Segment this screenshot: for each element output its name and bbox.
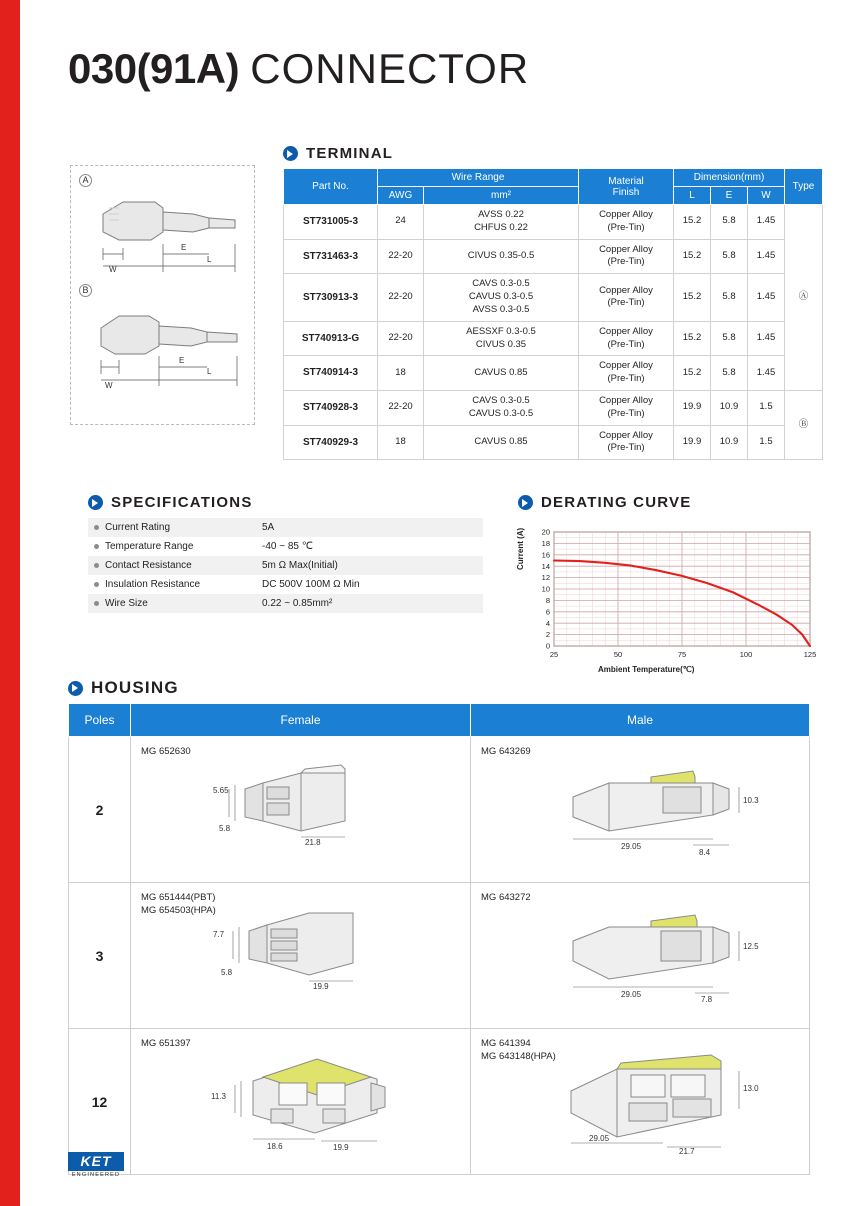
th-material-finish (579, 169, 674, 205)
arrow-bullet-icon (88, 495, 103, 510)
cell-l: 19.9 (674, 390, 711, 425)
svg-text:5.65: 5.65 (213, 786, 229, 795)
housing-male-partno: MG 641394 MG 643148(HPA) (481, 1038, 556, 1063)
cell-material: Copper Alloy (Pre-Tin) (579, 205, 674, 240)
spec-row (88, 537, 483, 556)
svg-text:10.3: 10.3 (743, 796, 759, 805)
arrow-bullet-icon (68, 681, 83, 696)
cell-mm2: CAVUS 0.85 (424, 356, 579, 391)
cell-part-no: ST740914-3 (284, 356, 378, 391)
housing-female-partno: MG 651444(PBT) MG 654503(HPA) (141, 892, 216, 917)
svg-text:12.5: 12.5 (743, 942, 759, 951)
spec-value: -40 ~ 85 ℃ (256, 537, 483, 556)
cell-awg: 22-20 (378, 321, 424, 356)
cell-material: Copper Alloy (Pre-Tin) (579, 274, 674, 321)
table-row (284, 239, 823, 274)
section-heading-terminal (283, 145, 393, 162)
cell-e: 5.8 (711, 356, 748, 391)
cell-part-no: ST740929-3 (284, 425, 378, 460)
arrow-bullet-icon (518, 495, 533, 510)
cell-w: 1.45 (748, 205, 785, 240)
chart-svg (518, 518, 818, 663)
svg-text:5.8: 5.8 (221, 968, 233, 977)
cell-material: Copper Alloy (Pre-Tin) (579, 390, 674, 425)
cell-w: 1.45 (748, 356, 785, 391)
cell-type-a: Ⓐ (785, 205, 823, 391)
cell-part-no: ST730913-3 (284, 274, 378, 321)
svg-text:W: W (105, 381, 113, 390)
svg-text:29.05: 29.05 (621, 842, 642, 851)
cell-material: Copper Alloy (Pre-Tin) (579, 425, 674, 460)
cell-awg: 18 (378, 356, 424, 391)
housing-male-partno: MG 643269 (481, 746, 531, 757)
cell-mm2: AESSXF 0.3-0.5 CIVUS 0.35 (424, 321, 579, 356)
bullet-dot-icon (94, 601, 99, 606)
cell-e: 5.8 (711, 274, 748, 321)
th-female: Female (131, 704, 471, 737)
cell-part-no: ST740928-3 (284, 390, 378, 425)
svg-text:5.8: 5.8 (219, 824, 231, 833)
footer-logo-text: KET (68, 1152, 124, 1171)
housing-male-drawing (543, 903, 773, 1003)
svg-text:7.8: 7.8 (701, 995, 713, 1003)
svg-text:11.3: 11.3 (211, 1092, 226, 1101)
svg-text:8: 8 (545, 596, 550, 605)
housing-row (69, 1029, 810, 1175)
spec-row (88, 518, 483, 537)
cell-e: 10.9 (711, 425, 748, 460)
section-heading-specifications (88, 494, 253, 511)
svg-text:E: E (179, 356, 185, 365)
housing-row (69, 737, 810, 883)
svg-text:19.9: 19.9 (313, 982, 329, 991)
svg-text:L: L (207, 367, 212, 376)
terminal-b-svg (85, 294, 255, 394)
svg-text:L: L (207, 255, 212, 264)
housing-female-cell (131, 737, 471, 883)
cell-part-no: ST740913-G (284, 321, 378, 356)
cell-mm2: CAVS 0.3-0.5 CAVUS 0.3-0.5 (424, 390, 579, 425)
svg-text:29.05: 29.05 (621, 990, 642, 999)
th-awg: AWG (378, 187, 424, 205)
cell-awg: 18 (378, 425, 424, 460)
spec-key: Contact Resistance (88, 556, 256, 575)
spec-row (88, 594, 483, 613)
cell-w: 1.45 (748, 321, 785, 356)
svg-text:25: 25 (549, 650, 559, 659)
th-poles: Poles (69, 704, 131, 737)
page-title (68, 45, 530, 92)
cell-material: Copper Alloy (Pre-Tin) (579, 239, 674, 274)
specifications-table (88, 518, 483, 627)
page-title-bold: 030(91A) (68, 45, 240, 92)
spec-key-empty (88, 613, 256, 627)
housing-female-cell (131, 1029, 471, 1175)
cell-type-b: Ⓑ (785, 390, 823, 459)
spec-value-empty (256, 613, 483, 627)
cell-material: Copper Alloy (Pre-Tin) (579, 356, 674, 391)
housing-male-partno: MG 643272 (481, 892, 531, 903)
housing-male-drawing (543, 757, 773, 857)
th-part-no: Part No. (284, 169, 378, 205)
cell-e: 5.8 (711, 239, 748, 274)
svg-text:8.4: 8.4 (699, 848, 711, 857)
spec-row (88, 556, 483, 575)
spec-value: DC 500V 100M Ω Min (256, 575, 483, 594)
section-heading-derating-label: DERATING CURVE (541, 494, 692, 511)
housing-poles: 12 (69, 1029, 131, 1175)
spec-key: Wire Size (88, 594, 256, 613)
svg-text:19.9: 19.9 (333, 1143, 349, 1151)
cell-e: 10.9 (711, 390, 748, 425)
svg-text:18: 18 (541, 539, 550, 548)
svg-text:16: 16 (541, 550, 550, 560)
housing-female-drawing (205, 905, 415, 1000)
housing-header-row (69, 704, 810, 737)
table-row (284, 321, 823, 356)
th-dimension: Dimension(mm) (674, 169, 785, 187)
spec-row-filler (88, 613, 483, 627)
section-heading-terminal-label: TERMINAL (306, 145, 394, 162)
housing-male-cell (471, 883, 810, 1029)
cell-w: 1.45 (748, 274, 785, 321)
spec-value: 5m Ω Max(Initial) (256, 556, 483, 575)
bullet-dot-icon (94, 582, 99, 587)
svg-text:W: W (109, 265, 117, 274)
cell-l: 15.2 (674, 274, 711, 321)
svg-text:4: 4 (545, 618, 550, 628)
cell-awg: 22-20 (378, 274, 424, 321)
cell-l: 15.2 (674, 239, 711, 274)
cell-part-no: ST731463-3 (284, 239, 378, 274)
th-material: Material (608, 175, 644, 187)
housing-female-drawing (205, 1051, 415, 1151)
svg-text:0: 0 (545, 641, 550, 651)
cell-l: 15.2 (674, 321, 711, 356)
terminal-drawing (70, 165, 255, 425)
spec-key: Temperature Range (88, 537, 256, 556)
svg-text:13.0: 13.0 (743, 1084, 759, 1093)
svg-text:E: E (181, 243, 187, 252)
svg-text:12: 12 (541, 573, 550, 583)
housing-poles: 3 (69, 883, 131, 1029)
page-title-normal: CONNECTOR (250, 45, 530, 92)
cell-material: Copper Alloy (Pre-Tin) (579, 321, 674, 356)
table-row (284, 205, 823, 240)
svg-text:125: 125 (803, 650, 817, 659)
terminal-table (283, 168, 823, 460)
housing-female-partno: MG 651397 (141, 1038, 191, 1049)
svg-text:14: 14 (541, 561, 550, 571)
chart-xlabel: Ambient Temperature(℃) (598, 665, 695, 674)
cell-l: 15.2 (674, 205, 711, 240)
page (20, 0, 850, 1206)
footer-logo-tagline: ENGINEERED (71, 1172, 121, 1178)
th-e: E (711, 187, 748, 205)
housing-female-partno: MG 652630 (141, 746, 191, 757)
table-row (284, 274, 823, 321)
section-heading-housing-label: HOUSING (91, 678, 179, 697)
housing-male-cell (471, 1029, 810, 1175)
bullet-dot-icon (94, 563, 99, 568)
svg-text:29.05: 29.05 (589, 1134, 610, 1143)
housing-row (69, 883, 810, 1029)
chart-ylabel: Current (A) (516, 527, 525, 570)
cell-e: 5.8 (711, 205, 748, 240)
cell-awg: 22-20 (378, 239, 424, 274)
th-l: L (674, 187, 711, 205)
housing-male-cell (471, 737, 810, 883)
left-accent-bar (0, 0, 20, 1206)
th-mm2: mm² (424, 187, 579, 205)
section-heading-housing (68, 678, 179, 698)
footer-logo (68, 1152, 134, 1178)
cell-mm2: AVSS 0.22 CHFUS 0.22 (424, 205, 579, 240)
cell-w: 1.5 (748, 390, 785, 425)
cell-l: 15.2 (674, 356, 711, 391)
housing-female-cell (131, 883, 471, 1029)
section-heading-derating (518, 494, 691, 511)
th-type: Type (785, 169, 823, 205)
spec-value: 5A (256, 518, 483, 537)
cell-part-no: ST731005-3 (284, 205, 378, 240)
table-row (284, 425, 823, 460)
arrow-bullet-icon (283, 146, 298, 161)
svg-text:21.8: 21.8 (305, 838, 321, 847)
svg-text:10: 10 (541, 584, 550, 594)
th-w: W (748, 187, 785, 205)
spec-row (88, 575, 483, 594)
section-heading-specifications-label: SPECIFICATIONS (111, 494, 253, 511)
th-finish: Finish (612, 186, 640, 198)
table-row (284, 356, 823, 391)
svg-text:50: 50 (613, 650, 623, 659)
svg-text:18.6: 18.6 (267, 1142, 283, 1151)
svg-text:21.7: 21.7 (679, 1147, 695, 1154)
housing-table (68, 703, 810, 1175)
terminal-a-svg (85, 184, 255, 280)
housing-male-drawing (543, 1049, 773, 1154)
terminal-label-b: B (79, 284, 92, 297)
cell-mm2: CAVUS 0.85 (424, 425, 579, 460)
svg-text:75: 75 (677, 650, 687, 659)
cell-awg: 24 (378, 205, 424, 240)
cell-w: 1.5 (748, 425, 785, 460)
bullet-dot-icon (94, 544, 99, 549)
th-wire-range: Wire Range (378, 169, 579, 187)
svg-text:7.7: 7.7 (213, 930, 225, 939)
th-male: Male (471, 704, 810, 737)
cell-awg: 22-20 (378, 390, 424, 425)
svg-text:6: 6 (545, 607, 550, 617)
cell-l: 19.9 (674, 425, 711, 460)
cell-mm2: CIVUS 0.35-0.5 (424, 239, 579, 274)
housing-poles: 2 (69, 737, 131, 883)
table-row (284, 390, 823, 425)
cell-mm2: CAVS 0.3-0.5 CAVUS 0.3-0.5 AVSS 0.3-0.5 (424, 274, 579, 321)
spec-key: Current Rating (88, 518, 256, 537)
svg-text:2: 2 (545, 630, 550, 640)
terminal-table-header-row (284, 169, 823, 187)
housing-female-drawing (205, 759, 415, 854)
spec-value: 0.22 ~ 0.85mm² (256, 594, 483, 613)
cell-w: 1.45 (748, 239, 785, 274)
spec-key: Insulation Resistance (88, 575, 256, 594)
bullet-dot-icon (94, 525, 99, 530)
derating-curve-chart (518, 518, 823, 683)
svg-text:100: 100 (739, 650, 753, 659)
terminal-label-a: A (79, 174, 92, 187)
svg-text:20: 20 (541, 527, 550, 537)
cell-e: 5.8 (711, 321, 748, 356)
